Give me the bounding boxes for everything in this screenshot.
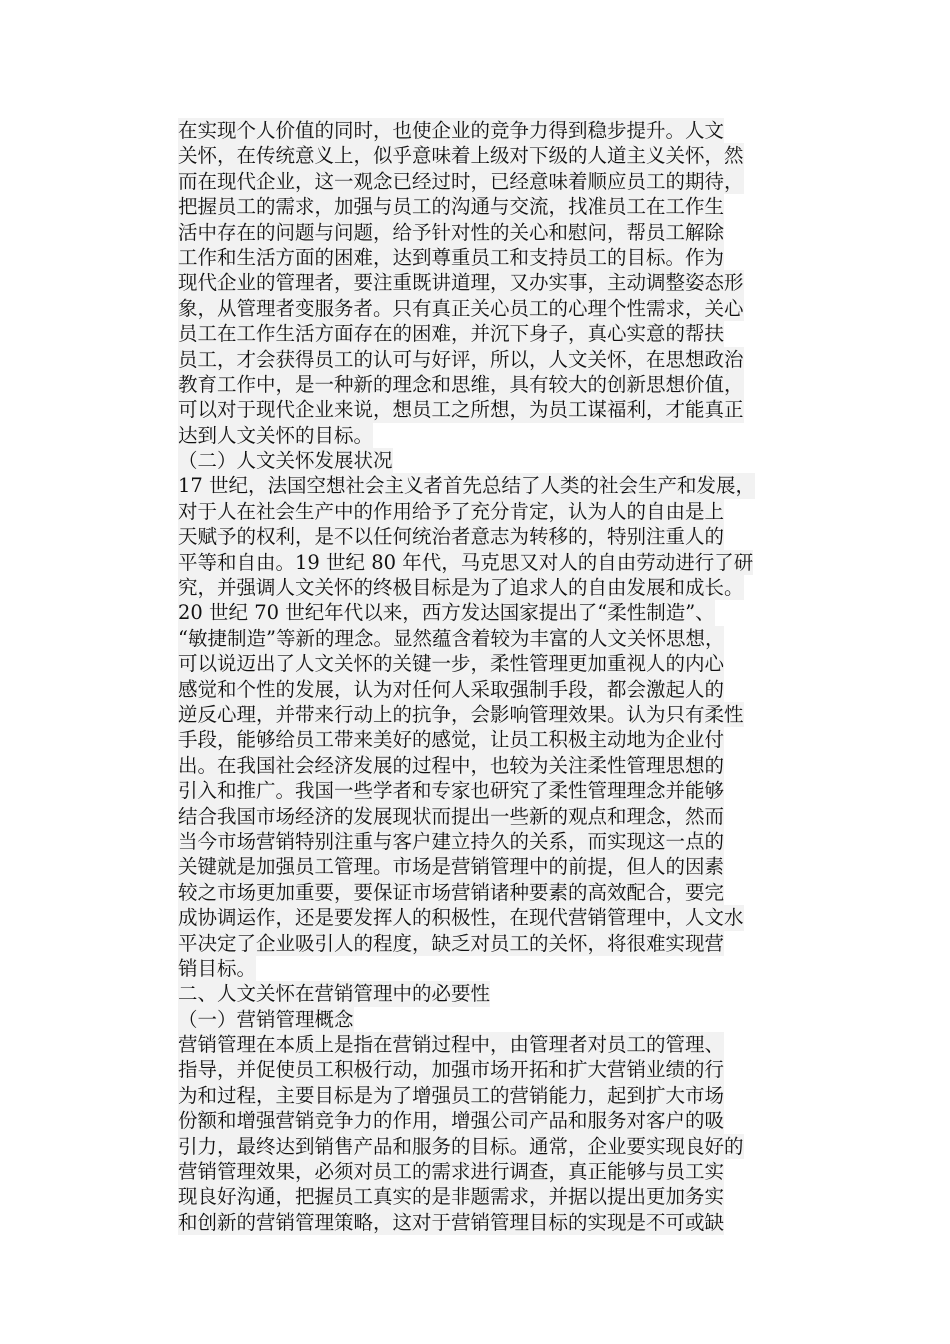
section-heading: 二、人文关怀在营销管理中的必要性 xyxy=(178,982,491,1006)
text-line: 平决定了企业吸引人的程度，缺乏对员工的关怀，将很难实现营 xyxy=(178,931,725,955)
text-line: 较之市场更加重要，要保证市场营销诸种要素的高效配合，要完 xyxy=(178,880,725,904)
text-line: 而在现代企业，这一观念已经过时，已经意味着顺应员工的期待， xyxy=(178,169,744,193)
text-line: 20 世纪 70 世纪年代以来，西方发达国家提出了“柔性制造”、 xyxy=(178,601,715,625)
text-line: 成协调运作，还是要发挥人的积极性，在现代营销管理中，人文水 xyxy=(178,906,744,930)
text-line: 营销管理在本质上是指在营销过程中，由管理者对员工的管理、 xyxy=(178,1033,725,1057)
text-line: 当今市场营销特别注重与客户建立持久的关系，而实现这一点的 xyxy=(178,829,725,853)
text-line: 销目标。 xyxy=(178,956,257,980)
text-line: 员工在工作生活方面存在的困难，并沉下身子，真心实意的帮扶 xyxy=(178,322,725,346)
text-line: 工作和生活方面的困难，达到尊重员工和支持员工的目标。作为 xyxy=(178,245,725,269)
body-text xyxy=(178,118,818,1235)
text-line: 活中存在的问题与问题，给予针对性的关心和慰问，帮员工解除 xyxy=(178,220,725,244)
text-line: 天赋予的权利，是不以任何统治者意志为转移的，特别注重人的 xyxy=(178,525,725,549)
text-line: 感觉和个性的发展，认为对任何人采取强制手段，都会激起人的 xyxy=(178,677,725,701)
text-line: 员工，才会获得员工的认可与好评，所以，人文关怀，在思想政治 xyxy=(178,347,744,371)
text-line: 结合我国市场经济的发展现状而提出一些新的观点和理念，然而 xyxy=(178,804,725,828)
text-line: 和创新的营销管理策略，这对于营销管理目标的实现是不可或缺 xyxy=(178,1210,725,1234)
text-line: 现代企业的管理者，要注重既讲道理，又办实事，主动调整姿态形 xyxy=(178,271,744,295)
text-line: 出。在我国社会经济发展的过程中，也较为关注柔性管理思想的 xyxy=(178,753,725,777)
text-line: 逆反心理，并带来行动上的抗争，会影响管理效果。认为只有柔性 xyxy=(178,702,744,726)
section-heading: （一）营销管理概念 xyxy=(178,1007,354,1031)
text-line: 达到人文关怀的目标。 xyxy=(178,423,374,447)
text-line: 份额和增强营销竞争力的作用，增强公司产品和服务对客户的吸 xyxy=(178,1109,725,1133)
text-line: 为和过程，主要目标是为了增强员工的营销能力，起到扩大市场 xyxy=(178,1083,725,1107)
text-line: 对于人在社会生产中的作用给予了充分肯定，认为人的自由是上 xyxy=(178,499,725,523)
text-line: 可以说迈出了人文关怀的关键一步，柔性管理更加重视人的内心 xyxy=(178,652,725,676)
text-line: 指导，并促使员工积极行动，加强市场开拓和扩大营销业绩的行 xyxy=(178,1058,725,1082)
text-line: 关键就是加强员工管理。市场是营销管理中的前提，但人的因素 xyxy=(178,855,725,879)
text-line: 教育工作中，是一种新的理念和思维，具有较大的创新思想价值， xyxy=(178,372,744,396)
text-line: 究，并强调人文关怀的终极目标是为了追求人的自由发展和成长。 xyxy=(178,576,744,600)
text-line: 营销管理效果，必须对员工的需求进行调查，真正能够与员工实 xyxy=(178,1160,725,1184)
text-line: 在实现个人价值的同时，也使企业的竞争力得到稳步提升。人文 xyxy=(178,119,725,142)
text-line: 平等和自由。19 世纪 80 年代，马克思又对人的自由劳动进行了研 xyxy=(178,550,754,574)
text-line: 关怀，在传统意义上，似乎意味着上级对下级的人道主义关怀，然 xyxy=(178,144,744,168)
text-line: 把握员工的需求，加强与员工的沟通与交流，找准员工在工作生 xyxy=(178,195,725,219)
text-line: 象，从管理者变服务者。只有真正关心员工的心理个性需求，关心 xyxy=(178,296,744,320)
text-line: 17 世纪，法国空想社会主义者首先总结了人类的社会生产和发展， xyxy=(178,474,756,498)
text-line: 可以对于现代企业来说，想员工之所想，为员工谋福利，才能真正 xyxy=(178,398,744,422)
text-line: 手段，能够给员工带来美好的感觉，让员工积极主动地为企业付 xyxy=(178,728,725,752)
text-line: “敏捷制造”等新的理念。显然蕴含着较为丰富的人文关怀思想， xyxy=(178,626,725,650)
text-line: 现良好沟通，把握员工真实的是非题需求，并据以提出更加务实 xyxy=(178,1185,725,1209)
section-heading: （二）人文关怀发展状况 xyxy=(178,449,393,473)
text-line: 引入和推广。我国一些学者和专家也研究了柔性管理理念并能够 xyxy=(178,779,725,803)
text-line: 引力，最终达到销售产品和服务的目标。通常，企业要实现良好的 xyxy=(178,1134,744,1158)
